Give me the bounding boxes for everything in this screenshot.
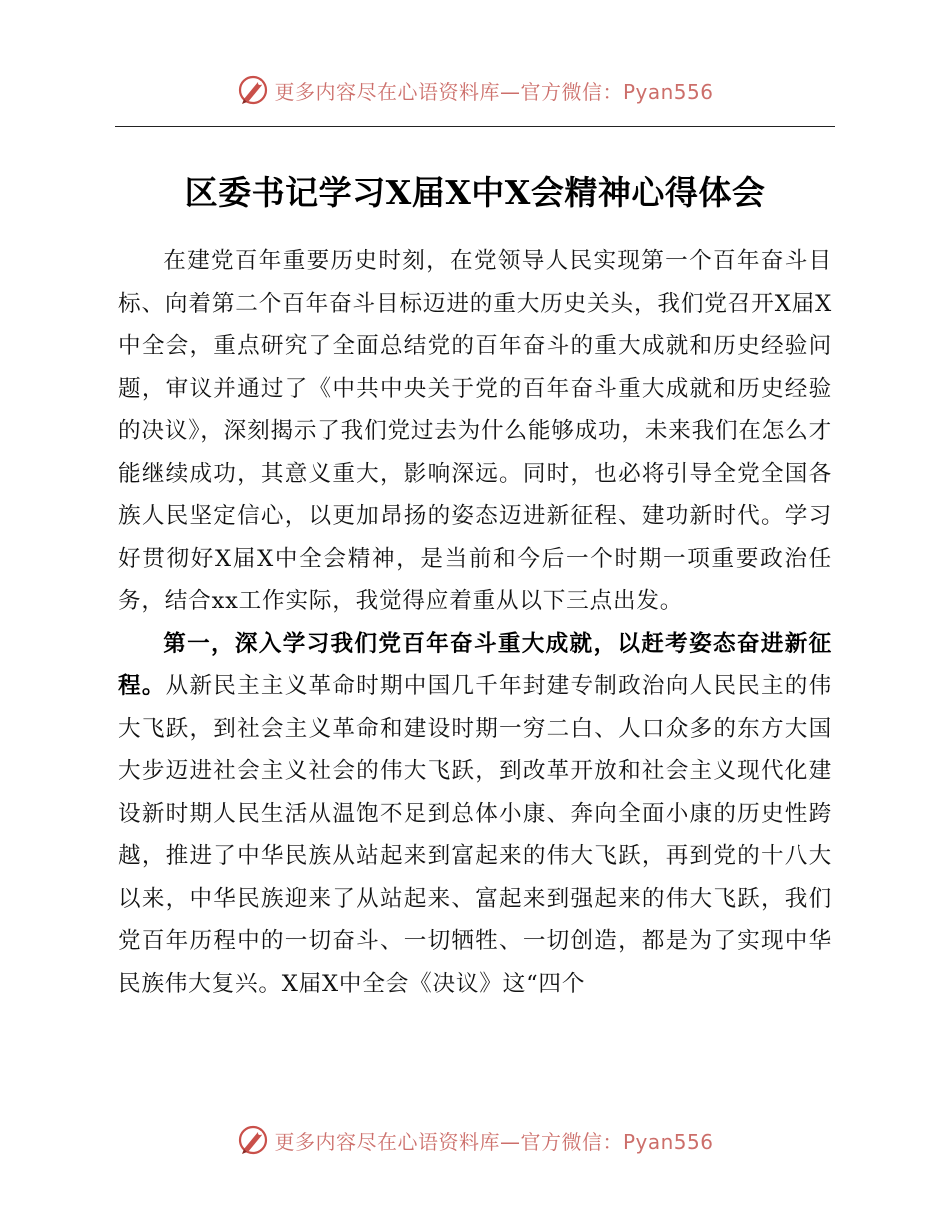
watermark-banner-bottom <box>0 1118 950 1162</box>
paragraph-point-one <box>118 623 832 1006</box>
document-body <box>118 240 832 1005</box>
watermark-text: 更多内容尽在心语资料库—官方微信：Pyan556 <box>274 79 714 104</box>
header-divider <box>115 126 835 127</box>
paragraph-intro <box>118 240 832 623</box>
pen-logo-icon <box>236 73 270 107</box>
watermark-banner-top <box>0 68 950 112</box>
watermark-text: 更多内容尽在心语资料库—官方微信：Pyan556 <box>274 1129 714 1154</box>
paragraph-text: 在建党百年重要历史时刻，在党领导人民实现第一个百年奋斗目标、向着第二个百年奋斗目标迈进的重大历史关头，我们党召开X届X中全会，重点研究了全面总结党的百年奋斗的重大成就和历史经验问题，审议并通过了《中共中央关于党的百年奋斗重大成就和历史经验的决议》，深刻揭示了我们党过去为什么能够成功，未来我们在怎么才能继续成功，其意义重大，影响深远。同时，也必将引导全党全国各族人民坚定信心，以更加昂扬的姿态迈进新征程、建功新时代。学习好贯彻好X届X中全会精神，是当前和今后一个时期一项重要政治任务，结合xx工作实际，我觉得应着重从以下三点出发。 <box>118 248 832 614</box>
paragraph-bold-lead: 第一，深入学习我们党百年奋斗重大成就，以赶考姿态奋进新征程。 <box>118 630 832 699</box>
pen-logo-icon <box>236 1123 270 1157</box>
paragraph-text: 从新民主主义革命时期中国几千年封建专制政治向人民民主的伟大飞跃，到社会主义革命和建设时期一穷二白、人口众多的东方大国大步迈进社会主义社会的伟大飞跃，到改革开放和社会主义现代化建设新时期人民生活从温饱不足到总体小康、奔向全面小康的历史性跨越，推进了中华民族从站起来到富起来的伟大飞跃，再到党的十八大以来，中华民族迎来了从站起来、富起来到强起来的伟大飞跃，我们党百年历程中的一切奋斗、一切牺牲、一切创造，都是为了实现中华民族伟大复兴。X届X中全会《决议》这“四个 <box>118 673 832 997</box>
document-title: 区委书记学习X届X中X会精神心得体会 <box>184 173 766 212</box>
